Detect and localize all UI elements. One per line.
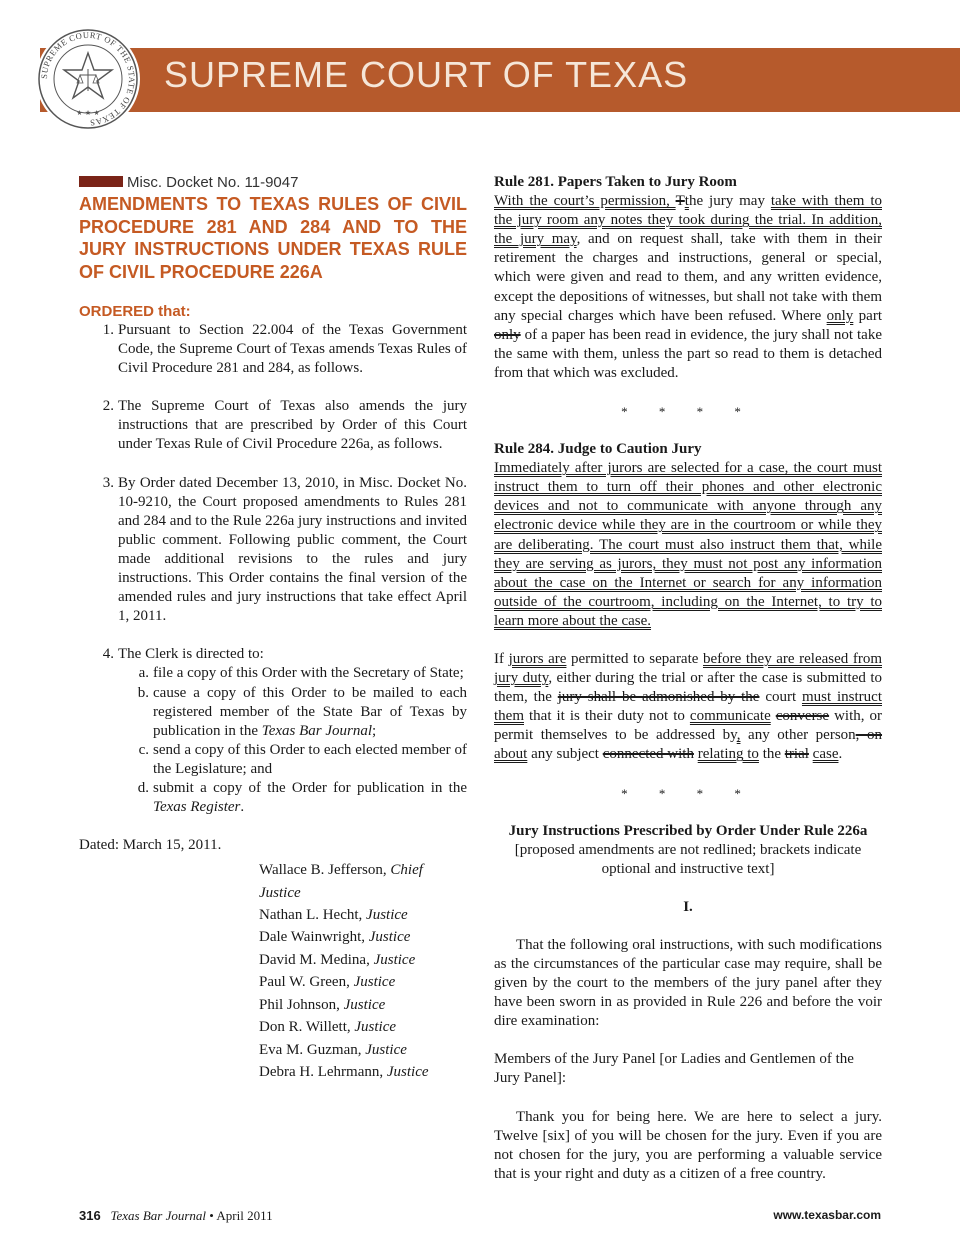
item-number: 1.: [102, 322, 114, 338]
signature-line: [259, 1061, 467, 1083]
subitem-text-part: submit a copy of the Order for publication in the: [153, 779, 467, 796]
justice-title: Chief Justice: [259, 862, 423, 901]
inserted-text: only: [826, 307, 854, 324]
seal-text: SUPREME COURT OF THE STATE OF TEXAS: [38, 29, 138, 129]
inserted-text: With the court’s permission,: [494, 193, 676, 210]
dated-line: Dated: March 15, 2011.: [79, 837, 222, 854]
website-link[interactable]: www.texasbar.com: [773, 1208, 881, 1222]
rule-text: , and on request shall, take with them in their retirement the charges and instructions, general or special, which were given and read to them, and any written evidence, except the depositions of witnesses, but shall not take with them any special charges which have been refused. Where: [494, 231, 882, 324]
section-separator: * * * *: [621, 785, 755, 801]
deleted-text: converse: [775, 708, 830, 725]
signature-list: [259, 859, 467, 1083]
deleted-text: jury shall be admonished by the: [557, 689, 760, 706]
item-text: By Order dated December 13, 2010, in Misc. Docket No. 10-9210, the Court proposed amendments to Rules 281 and 284 and to the Rule 226a jury instructions and invited public comment. Following public comment, the Court made additional revisions to the rules and jury instructions. This Order contains the final version of the amended rules and jury instructions that take effect April 1, 2011.: [118, 474, 467, 625]
signature-line: [259, 994, 467, 1016]
signature-line: [259, 904, 467, 926]
item-number: 2.: [102, 398, 114, 415]
inserted-text: t: [684, 193, 689, 210]
justice-name: Debra H. Lehrmann,: [259, 1063, 387, 1080]
signature-line: [259, 1039, 467, 1061]
inserted-text: jurors are: [508, 650, 567, 667]
page-header-title: SUPREME COURT OF TEXAS: [164, 54, 689, 95]
inserted-text: about: [494, 746, 528, 763]
deleted-text: trial: [784, 746, 809, 763]
rule-284-heading: Rule 284. Judge to Caution Jury: [494, 441, 702, 458]
page-number: 316: [79, 1208, 101, 1223]
jury-paragraph-3: Thank you for being here. We are here to select a jury. Twelve [six] of you will be chosen for the jury. Even if you are not chosen for the jury, you are performing a valuable service that is your right and duty as a citizen of a free country.: [494, 1108, 882, 1182]
order-item-3: [79, 474, 467, 627]
rule-281-text: [494, 192, 882, 383]
item-number: 3.: [102, 474, 114, 491]
order-headline: AMENDMENTS TO TEXAS RULES OF CIVIL PROCEDURE 281 AND 284 AND TO THE JURY INSTRUCTIONS UNDER TEXAS RULE OF CIVIL PROCEDURE 226A: [79, 194, 467, 282]
docket-number: [79, 173, 467, 192]
subitem-text: file a copy of this Order with the Secretary of State;: [153, 665, 464, 682]
justice-name: Don R. Willett,: [259, 1019, 355, 1036]
rule-281-heading: Rule 281. Papers Taken to Jury Room: [494, 174, 737, 190]
deleted-text: only: [494, 326, 521, 343]
rule-284-paragraph-2: [494, 650, 882, 765]
signature-line: [259, 1016, 467, 1038]
subitem-c: [79, 741, 467, 779]
inserted-text: take with them to the jury room any notes they took during the trial. In addition, the jury may: [494, 193, 882, 248]
justice-name: Paul W. Green,: [259, 974, 354, 991]
inserted-text: ,: [736, 727, 741, 744]
item-text: Pursuant to Section 22.004 of the Texas Government Code, the Supreme Court of Texas amends Texas Rules of Civil Procedure 281 and 284, as follows.: [118, 322, 467, 377]
signature-line: [259, 971, 467, 993]
rule-text: permitted to separate: [566, 650, 703, 667]
rule-text: of a paper has been read in evidence, the jury shall not take the same with them, unless the part so read to them is detached from that which was excluded.: [494, 326, 882, 381]
rule-text: , either during the trial or after the case is submitted to them, the: [494, 670, 882, 706]
jury-paragraph-2: Members of the Jury Panel [or Ladies and Gentlemen of the Jury Panel]:: [494, 1051, 854, 1087]
rule-284-paragraph-1: [494, 459, 882, 631]
inserted-text: must instruct them: [494, 689, 882, 725]
rule-text: .: [838, 746, 843, 763]
deleted-text: T: [675, 193, 685, 210]
rule-text: the: [758, 746, 785, 763]
subitem-letter: c.: [138, 741, 149, 758]
justice-name: Nathan L. Hecht,: [259, 907, 367, 924]
publication-name: Texas Bar Journal: [261, 722, 373, 739]
signature-line: [259, 926, 467, 948]
justice-name: Eva M. Guzman,: [259, 1041, 366, 1058]
order-item-2: [79, 397, 467, 454]
rule-text: with, or permit themselves to be addressed by: [494, 708, 882, 744]
justice-name: Wallace B. Jefferson,: [259, 862, 391, 879]
journal-name: Texas Bar Journal: [110, 1208, 207, 1223]
rule-text: If: [494, 650, 509, 667]
subitem-text-part: cause a copy of this Order to be mailed to each registered member of the State Bar of Texas by publication in the: [153, 684, 467, 739]
inserted-text: communicate: [689, 708, 771, 725]
justice-title: Justice: [368, 929, 411, 946]
section-number: I.: [683, 898, 693, 915]
subitem-text-part: ;: [372, 722, 377, 739]
rule-text: court: [759, 689, 802, 706]
jury-paragraph-1: That the following oral instructions, with such modifications as the circumstances of the particular case may require, shall be given by the court to the members of the jury panel after they have been sworn in as provided in Rule 226 and before the voir dire examination:: [494, 936, 882, 1030]
justice-name: Dale Wainwright,: [259, 929, 369, 946]
justice-title: Justice: [366, 907, 408, 924]
justice-name: David M. Medina,: [259, 951, 374, 968]
subitem-letter: b.: [137, 684, 149, 701]
order-item-4: [79, 645, 467, 664]
inserted-text: before they are released from jury duty: [494, 650, 882, 687]
footer-left: [79, 1208, 273, 1224]
justice-name: Phil Johnson,: [259, 996, 344, 1013]
rule-text: that it is their duty not to: [524, 708, 690, 725]
ordered-label: ORDERED that:: [79, 303, 191, 320]
justice-title: Justice: [343, 996, 386, 1013]
deleted-text: connected with: [602, 746, 694, 763]
subitem-text-part: .: [240, 799, 245, 816]
subitem-letter: d.: [137, 779, 149, 796]
inserted-text: case: [812, 746, 839, 763]
deleted-text: , on: [855, 727, 883, 744]
item-number: 4.: [102, 646, 114, 663]
issue-date: April 2011: [216, 1208, 273, 1223]
justice-title: Justice: [354, 1019, 397, 1036]
inserted-text: relating to: [697, 746, 759, 763]
subitem-letter: a.: [138, 665, 149, 682]
jury-instructions-heading: Jury Instructions Prescribed by Order Under Rule 226a: [508, 822, 868, 839]
rule-text: he jury may: [688, 193, 771, 210]
subitem-text: send a copy of this Order to each elected member of the Legislature; and: [153, 741, 467, 777]
docket-bar-icon: [79, 176, 123, 187]
order-item-1: [79, 321, 467, 378]
subitem-a: [79, 664, 467, 683]
signature-line: [259, 859, 467, 904]
justice-title: Justice: [353, 974, 396, 991]
subitem-text: [153, 684, 467, 741]
header-banner: [40, 48, 960, 112]
section-separator: * * * *: [621, 404, 755, 420]
right-column: [494, 173, 882, 1184]
footer-separator: •: [209, 1208, 214, 1223]
left-column: [79, 173, 467, 1083]
subitem-d: [79, 779, 467, 817]
justice-title: Justice: [365, 1041, 407, 1058]
svg-text:★ ★ ★: ★ ★ ★: [76, 109, 100, 117]
justice-title: Justice: [373, 951, 416, 968]
item-text: The Clerk is directed to:: [118, 646, 264, 663]
signature-line: [259, 949, 467, 971]
docket-text: Misc. Docket No. 11-9047: [127, 174, 299, 191]
item-text: The Supreme Court of Texas also amends the jury instructions that are prescribed by Order of this Court under Texas Rule of Civil Procedure 226a, as follows.: [118, 398, 467, 453]
publication-name: Texas Register: [153, 799, 241, 816]
justice-title: Justice: [386, 1063, 429, 1080]
rule-text: part: [853, 307, 882, 324]
subitem-text: [153, 779, 467, 817]
inserted-text: Immediately after jurors are selected for a case, the court must instruct them to turn off their phones and other electronic devices and not to communicate with anyone through any electronic device while they are in the courtroom or while they are deliberating. The court must also instruct them that, while they are serving as jurors, they must not post any information about the case on the Internet or search for any information outside of the courtroom, including on the Internet, to try to learn more about the case.: [494, 460, 882, 629]
rule-text: any subject: [527, 746, 603, 763]
rule-text: any other person: [740, 727, 856, 744]
jury-instructions-note: [proposed amendments are not redlined; brackets indicate optional and instructive text]: [514, 841, 862, 877]
texas-supreme-court-seal-icon: [34, 25, 142, 133]
subitem-b: [79, 684, 467, 741]
